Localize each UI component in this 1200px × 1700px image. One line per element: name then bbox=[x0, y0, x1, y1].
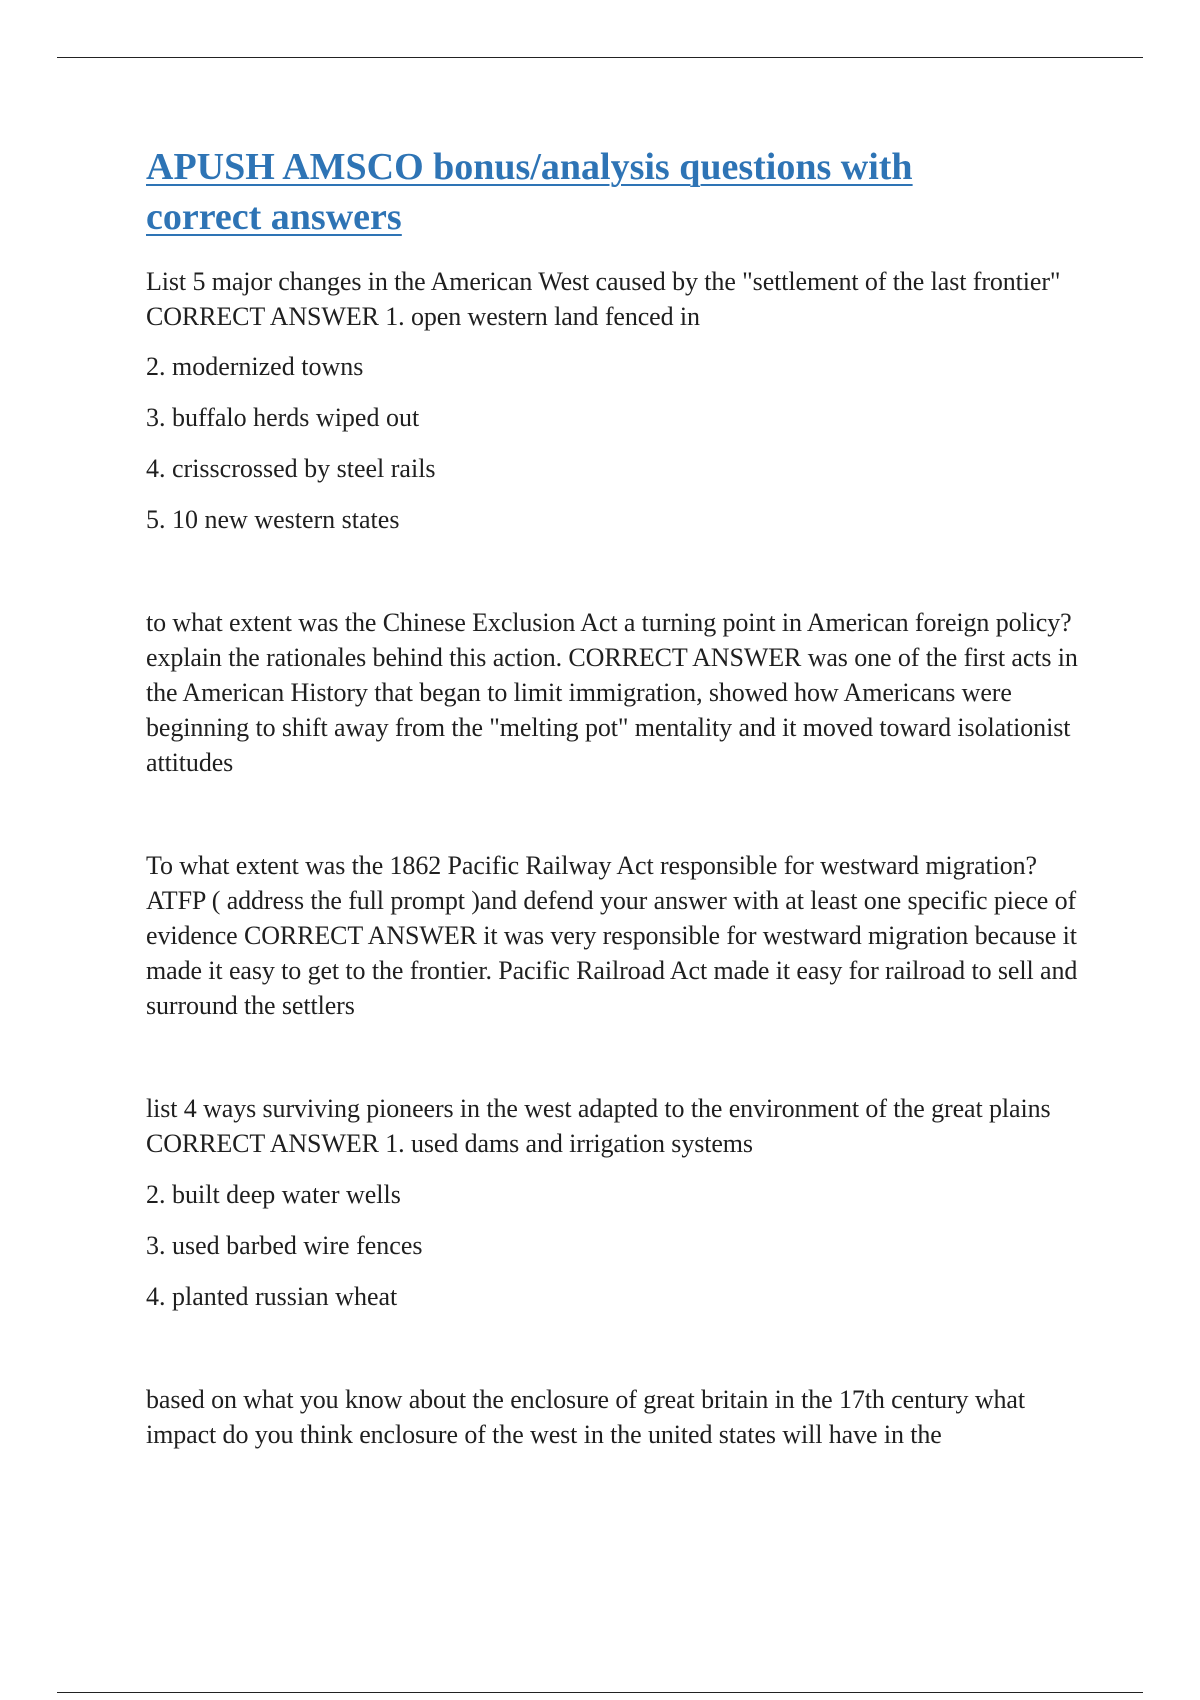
document-title[interactable] bbox=[146, 142, 1006, 242]
question-1-answer-item: 2. modernized towns bbox=[146, 352, 364, 381]
question-5: based on what you know about the enclosure of great britain in the 17th century what impact do you think enclosure of the west in the united states will have in the bbox=[146, 1385, 1025, 1449]
header-rule bbox=[57, 57, 1143, 58]
question-4-answer-item: 3. used barbed wire fences bbox=[146, 1231, 423, 1260]
question-4-answer-item: 2. built deep water wells bbox=[146, 1180, 401, 1209]
question-4-answer-item: 4. planted russian wheat bbox=[146, 1282, 398, 1311]
question-1-answer-item: 4. crisscrossed by steel rails bbox=[146, 454, 436, 483]
document-body bbox=[146, 142, 1096, 1452]
question-1-answer-item: 3. buffalo herds wiped out bbox=[146, 403, 420, 432]
footer-rule bbox=[57, 1692, 1143, 1693]
question-1-answer-item: 5. 10 new western states bbox=[146, 505, 400, 534]
question-4: list 4 ways surviving pioneers in the west adapted to the environment of the great plains CORRECT ANSWER 1. used dams and irrigation systems bbox=[146, 1094, 1051, 1158]
question-3: To what extent was the 1862 Pacific Railway Act responsible for westward migration? ATFP ( address the full prompt )and defend your answer with at least one specific piece of evidence CORRECT ANSWER it was very responsible for westward migration because it made it easy to get to the frontier. Pacific Railroad Act made it easy for railroad to sell and surround the settlers bbox=[146, 851, 1078, 1020]
question-2: to what extent was the Chinese Exclusion Act a turning point in American foreign policy? explain the rationales behind this action. CORRECT ANSWER was one of the first acts in the American History that began to limit immigration, showed how Americans were beginning to shift away from the "melting pot" mentality and it moved toward isolationist attitudes bbox=[146, 608, 1078, 777]
document-title-link[interactable]: APUSH AMSCO bonus/analysis questions with correct answers bbox=[146, 146, 913, 238]
question-1: List 5 major changes in the American West caused by the "settlement of the last frontier" CORRECT ANSWER 1. open western land fenced in bbox=[146, 267, 1061, 331]
